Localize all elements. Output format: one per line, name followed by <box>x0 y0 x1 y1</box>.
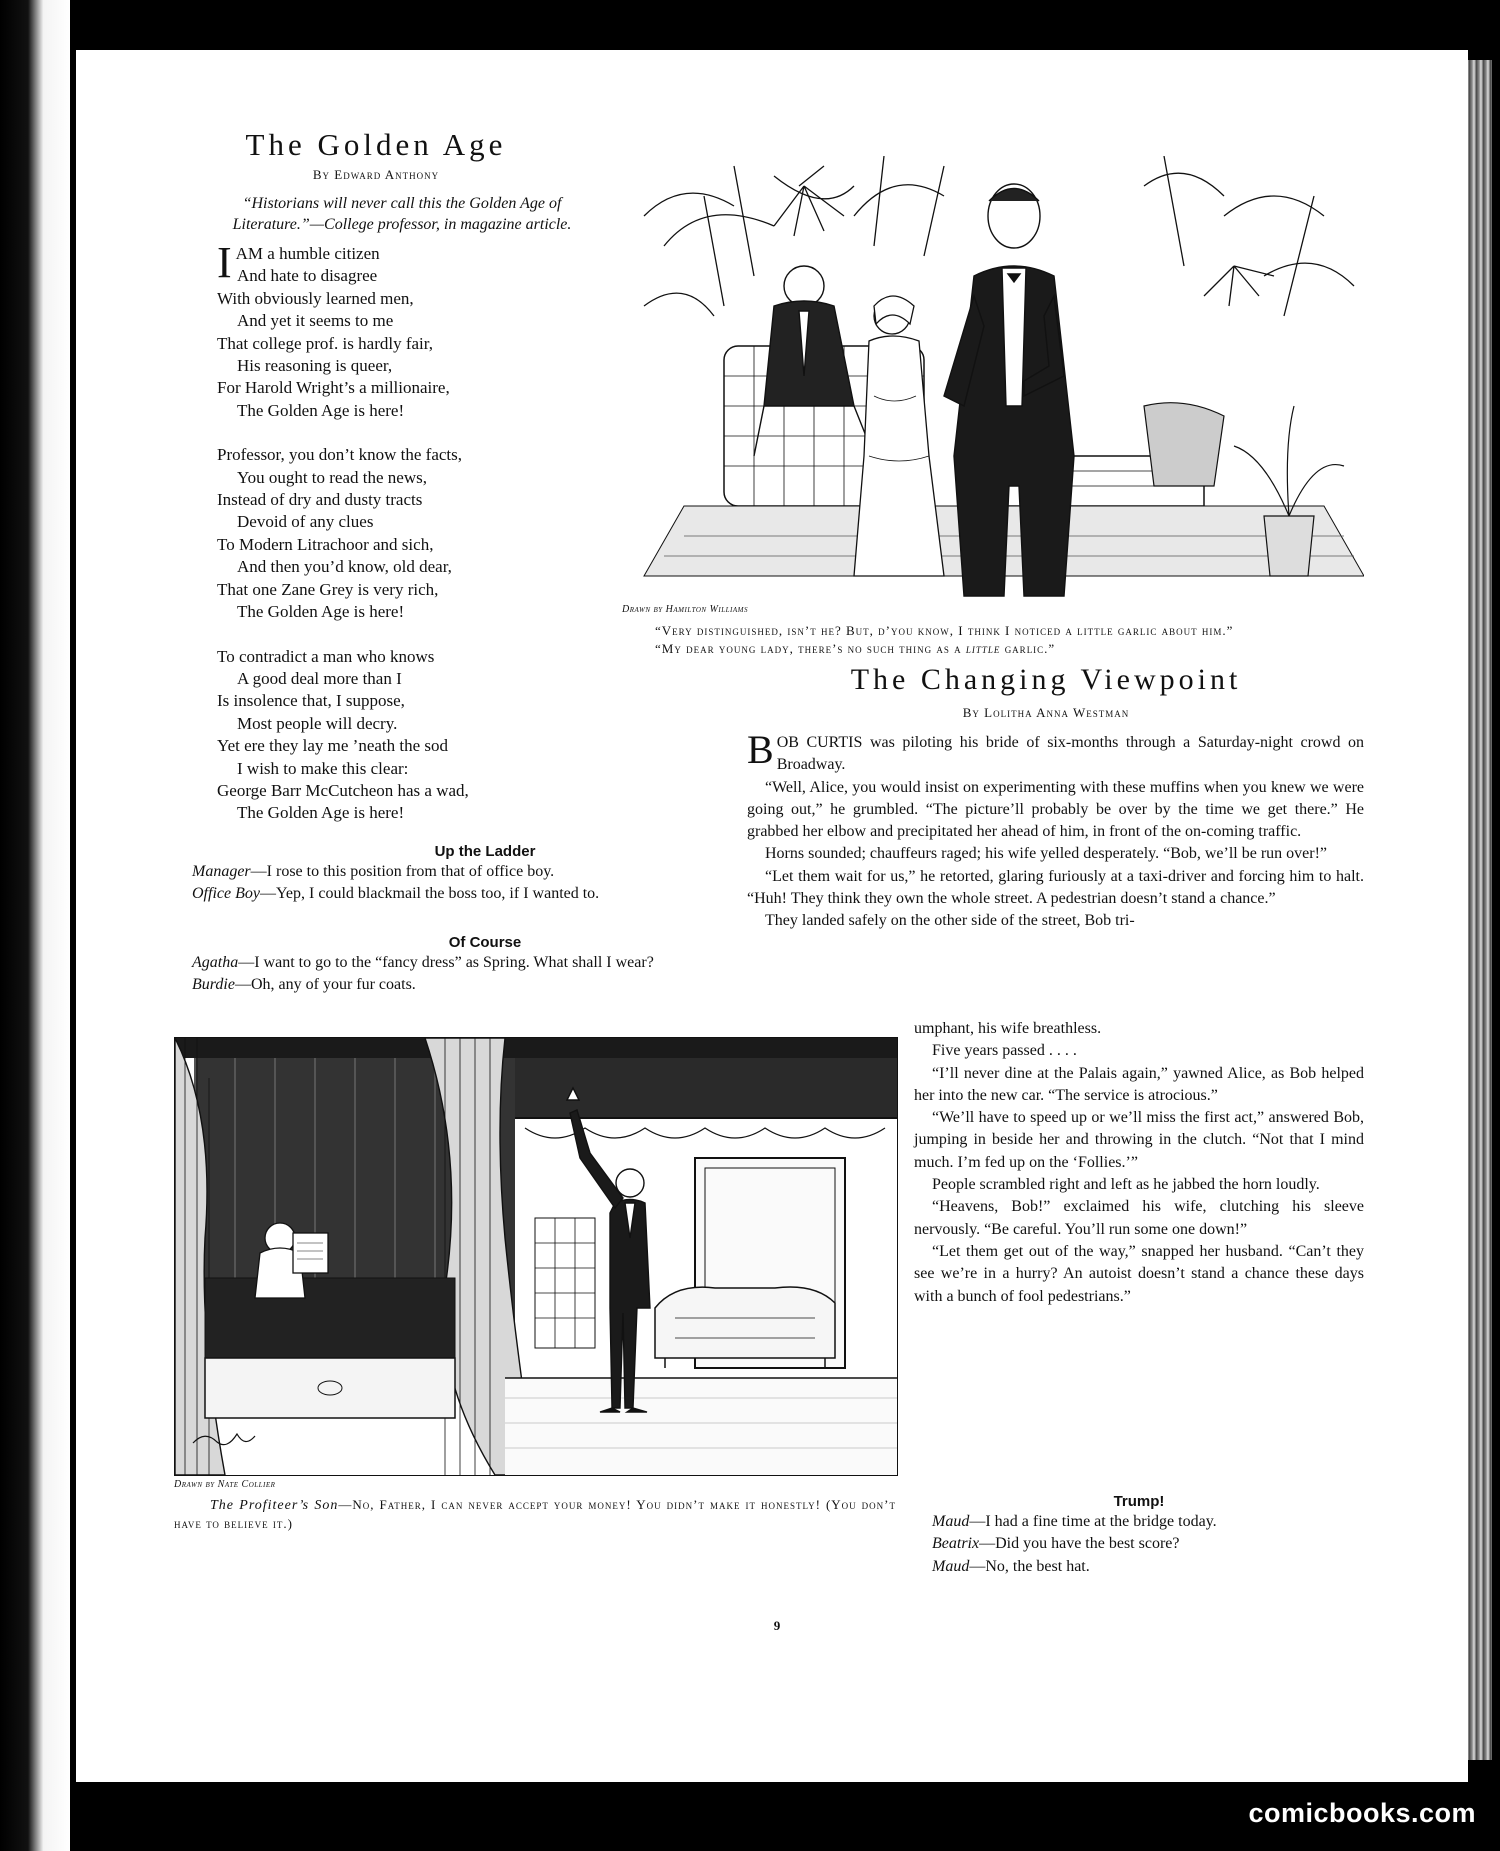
speaker: Agatha <box>192 954 239 971</box>
speaker: Maud <box>932 1557 970 1575</box>
caption-text: —No, Father, I can never accept your money! You didn’t make it honestly! (You don’t have to believe it.) <box>174 1497 896 1531</box>
epigraph-line: “Historians will never call this the Golden Age of <box>242 195 562 212</box>
poem-line: With obviously learned men, <box>217 288 414 308</box>
top-cartoon-caption <box>641 622 1366 658</box>
poem-line: And hate to disagree <box>237 266 378 286</box>
poem-line: That one Zane Grey is very rich, <box>217 579 439 599</box>
of-course-text <box>174 952 796 997</box>
paragraph: “Let them wait for us,” he retorted, glaring furiously at a taxi-driver and forcing him to halt. “Huh! They think they own the whole street. A pedestrian doesn’t stand a chance.” <box>747 867 1364 908</box>
trump-section <box>914 1493 1364 1578</box>
poem-line: Instead of dry and dusty tracts <box>217 490 423 510</box>
paragraph: umphant, his wife breathless. <box>914 1020 1102 1037</box>
of-course-heading: Of Course <box>448 934 522 951</box>
first-paragraph: BOB CURTIS was piloting his bride of six-months through a Saturday-night crowd on Broadway. <box>747 727 1364 774</box>
changing-viewpoint-byline: By Lolitha Anna Westman <box>962 705 1130 720</box>
dialogue-line: —Oh, any of your fur coats. <box>234 976 416 994</box>
golden-age-epigraph <box>172 193 632 235</box>
speaker: Manager <box>192 863 251 880</box>
trump-text <box>914 1511 1364 1578</box>
poem-line: Professor, you don’t know the facts, <box>217 445 462 465</box>
poem-line: The Golden Age is here! <box>237 803 405 823</box>
book-spine <box>0 0 70 1851</box>
speaker: Office Boy <box>192 885 260 903</box>
poem-line: Devoid of any clues <box>237 512 374 532</box>
caption-line-2: “My dear young lady, there’s no such thing as a little garlic.” <box>655 641 1056 656</box>
poem-line: To Modern Litrachoor and sich, <box>217 534 434 554</box>
dialogue-line: —I want to go to the “fancy dress” as Spring. What shall I wear? <box>238 954 654 971</box>
conservatory-scene-drawing <box>624 156 1364 602</box>
poem-line: The Golden Age is here! <box>237 400 405 420</box>
poem-line: Is insolence that, I suppose, <box>217 691 405 711</box>
up-the-ladder-section <box>174 843 796 906</box>
stanza-2 <box>217 444 617 623</box>
speaker: Burdie <box>192 976 235 994</box>
poem-line: And yet it seems to me <box>237 311 394 331</box>
changing-viewpoint-body-top <box>747 727 1364 933</box>
magazine-page <box>76 50 1468 1782</box>
drop-cap: I <box>217 238 232 287</box>
bedroom-scene-drawing <box>175 1038 897 1475</box>
poem-line: And then you’d know, old dear, <box>237 557 452 577</box>
poem-line: The Golden Age is here! <box>237 602 405 622</box>
speaker: Maud <box>932 1513 970 1530</box>
page-number: 9 <box>773 1618 781 1633</box>
caption-line-1: “Very distinguished, isn’t he? But, d’you know, I think I noticed a little garlic about him.” <box>655 623 1234 638</box>
watermark: comicbooks.com <box>1248 1798 1476 1828</box>
drop-cap: B <box>747 727 774 772</box>
poem-line: You ought to read the news, <box>237 467 427 487</box>
paragraph: “We’ll have to speed up or we’ll miss the first act,” answered Bob, jumping in beside her and throwing in the clutch. “Not that I mind much. I’m fed up on the ‘Follies.’” <box>914 1109 1364 1171</box>
epigraph-line: Literature.”—College professor, in magazine article. <box>232 216 572 233</box>
paragraph: Horns sounded; chauffeurs raged; his wife yelled desperately. “Bob, we’ll be run over!” <box>765 845 1328 863</box>
dialogue-line: —I had a fine time at the bridge today. <box>969 1513 1217 1530</box>
golden-age-byline: By Edward Anthony <box>312 167 440 182</box>
stanza-3 <box>217 646 617 825</box>
up-the-ladder-heading: Up the Ladder <box>434 843 536 860</box>
poem-line: AM a humble citizen <box>235 244 380 263</box>
poem-line: George Barr McCutcheon has a wad, <box>217 780 469 800</box>
golden-age-title: The Golden Age <box>245 127 507 162</box>
poem-line: A good deal more than I <box>237 668 402 688</box>
golden-age-poem <box>217 238 617 825</box>
top-cartoon-illustration <box>624 156 1364 602</box>
changing-viewpoint-body-narrow <box>914 1018 1364 1308</box>
bottom-cartoon-illustration <box>174 1037 898 1476</box>
paragraph: Five years passed . . . . <box>932 1042 1077 1060</box>
paragraph: “Let them get out of the way,” snapped her husband. “Can’t they see we’re in a hurry? An autoist doesn’t stand a chance these days with a bunch of fool pedestrians.” <box>914 1242 1364 1305</box>
caption-speaker: The Profiteer’s Son <box>210 1498 339 1513</box>
top-cartoon-credit: Drawn by Hamilton Williams <box>622 604 748 615</box>
changing-viewpoint-title: The Changing Viewpoint <box>850 663 1242 696</box>
poem-line: Yet ere they lay me ’neath the sod <box>217 736 449 756</box>
paragraph: “Heavens, Bob!” exclaimed his wife, clutching his sleeve nervously. “Be careful. You’ll run some one down!” <box>914 1198 1364 1238</box>
dialogue-line: —Yep, I could blackmail the boss too, if I wanted to. <box>259 885 600 903</box>
bottom-cartoon-caption <box>174 1496 896 1533</box>
dialogue-line: —Did you have the best score? <box>979 1535 1180 1553</box>
poem-line: Most people will decry. <box>237 713 398 733</box>
bottom-cartoon-credit: Drawn by Nate Collier <box>174 1479 276 1490</box>
dialogue-line: —I rose to this position from that of office boy. <box>250 863 555 880</box>
poem-line: That college prof. is hardly fair, <box>217 333 433 353</box>
trump-heading: Trump! <box>1113 1493 1165 1510</box>
poem-line: His reasoning is queer, <box>237 356 393 376</box>
poem-line: I wish to make this clear: <box>237 758 409 778</box>
paragraph: They landed safely on the other side of the street, Bob tri- <box>765 912 1135 930</box>
stanza-1 <box>217 238 617 422</box>
paragraph: “Well, Alice, you would insist on experimenting with these muffins when you knew we were going out,” he grumbled. “The picture’ll probably be over by the time we get there.” He grabbed her elbow and precipitated her ahead of him, in front of the on-coming traffic. <box>747 778 1364 841</box>
paragraph: “I’ll never dine at the Palais again,” yawned Alice, as Bob helped her into the new car. “The service is atrocious.” <box>914 1064 1364 1104</box>
paragraph: People scrambled right and left as he jabbed the horn loudly. <box>932 1176 1320 1194</box>
up-the-ladder-text <box>174 861 796 906</box>
poem-line: To contradict a man who knows <box>217 646 435 666</box>
poem-line: For Harold Wright’s a millionaire, <box>217 378 450 398</box>
dialogue-line: —No, the best hat. <box>969 1557 1090 1575</box>
of-course-section <box>174 934 796 997</box>
speaker: Beatrix <box>932 1535 980 1553</box>
